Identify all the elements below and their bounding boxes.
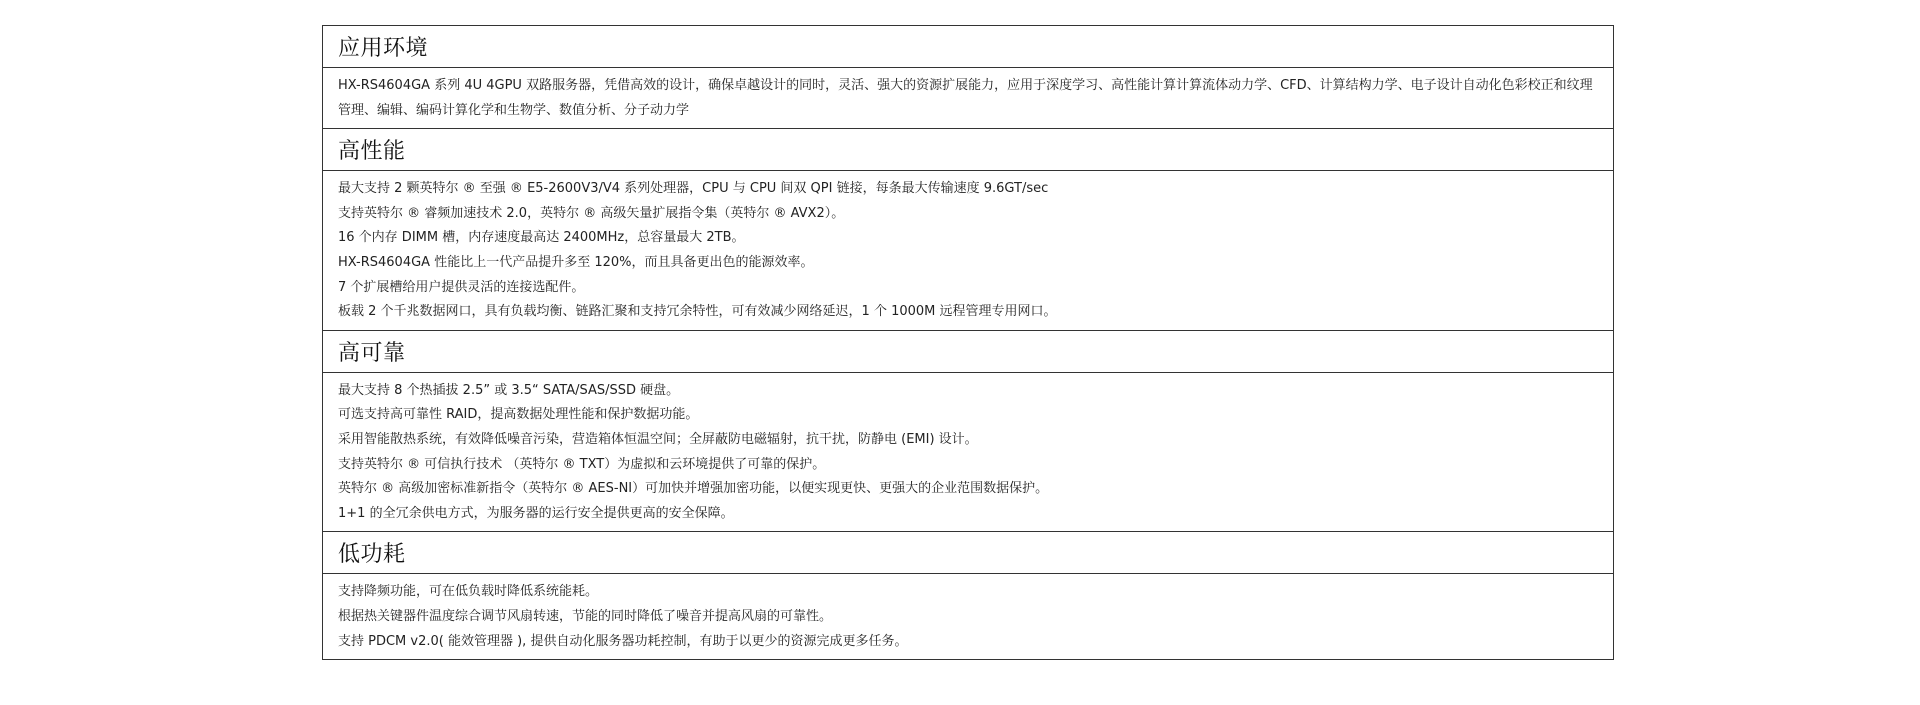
section-title: 应用环境 — [338, 36, 429, 61]
body-line: 采用智能散热系统，有效降低噪音污染，营造箱体恒温空间；全屏蔽防电磁辐射，抗干扰，防静电 (EMI) 设计。 — [338, 431, 978, 447]
section-low-power — [323, 532, 1613, 659]
body-line: 板载 2 个千兆数据网口，具有负载均衡、链路汇聚和支持冗余特性，可有效减少网络延迟，1 个 1000M 远程管理专用网口。 — [338, 304, 1057, 320]
section-header — [323, 331, 1613, 373]
body-line: 根据热关键器件温度综合调节风扇转速，节能的同时降低了噪音并提高风扇的可靠性。 — [338, 608, 833, 624]
body-line: 支持英特尔 ® 睿频加速技术 2.0，英特尔 ® 高级矢量扩展指令集（英特尔 ® AVX2）。 — [338, 205, 845, 221]
section-high-performance — [323, 129, 1613, 331]
body-line: 支持 PDCM v2.0( 能效管理器 ), 提供自动化服务器功耗控制，有助于以更少的资源完成更多任务。 — [338, 633, 908, 649]
section-body — [323, 68, 1613, 129]
body-line: 英特尔 ® 高级加密标准新指令（英特尔 ® AES-NI）可加快并增强加密功能，以便实现更快、更强大的企业范围数据保护。 — [338, 481, 1049, 497]
body-line: HX-RS4604GA 性能比上一代产品提升多至 120%，而且具备更出色的能源效率。 — [338, 254, 814, 270]
section-title: 高可靠 — [338, 340, 406, 366]
body-line: 7 个扩展槽给用户提供灵活的连接选配件。 — [338, 279, 585, 295]
body-line: 支持英特尔 ® 可信执行技术 （英特尔 ® TXT）为虚拟和云环境提供了可靠的保护。 — [338, 456, 826, 472]
section-high-reliability — [323, 331, 1613, 533]
section-body — [323, 373, 1613, 533]
body-line: 最大支持 8 个热插拔 2.5” 或 3.5“ SATA/SAS/SSD 硬盘。 — [338, 382, 680, 398]
spec-table — [322, 25, 1614, 660]
section-title: 高性能 — [338, 139, 406, 165]
body-line: HX-RS4604GA 系列 4U 4GPU 双路服务器，凭借高效的设计，确保卓越设计的同时，灵活、强大的资源扩展能力，应用于深度学习、高性能计算计算流体动力学、CFD、计算结构力学、电子设计自动化色彩校正和纹理管理、编辑、编码计算化学和生物学、数值分析、分子动力学 — [338, 78, 1593, 118]
section-application-environment — [323, 26, 1613, 129]
body-line: 可选支持高可靠性 RAID，提高数据处理性能和保护数据功能。 — [338, 407, 699, 423]
section-header — [323, 129, 1613, 171]
section-body — [323, 171, 1613, 331]
section-body — [323, 574, 1613, 659]
section-header — [323, 26, 1613, 68]
body-line: 最大支持 2 颗英特尔 ® 至强 ® E5-2600V3/V4 系列处理器，CPU 与 CPU 间双 QPI 链接，每条最大传输速度 9.6GT/sec — [338, 181, 1049, 197]
body-line: 1+1 的全冗余供电方式，为服务器的运行安全提供更高的安全保障。 — [338, 505, 734, 521]
body-line: 16 个内存 DIMM 槽，内存速度最高达 2400MHz，总容量最大 2TB。 — [338, 230, 745, 246]
section-header — [323, 532, 1613, 574]
body-line: 支持降频功能，可在低负载时降低系统能耗。 — [338, 584, 599, 600]
section-title: 低功耗 — [338, 542, 406, 568]
